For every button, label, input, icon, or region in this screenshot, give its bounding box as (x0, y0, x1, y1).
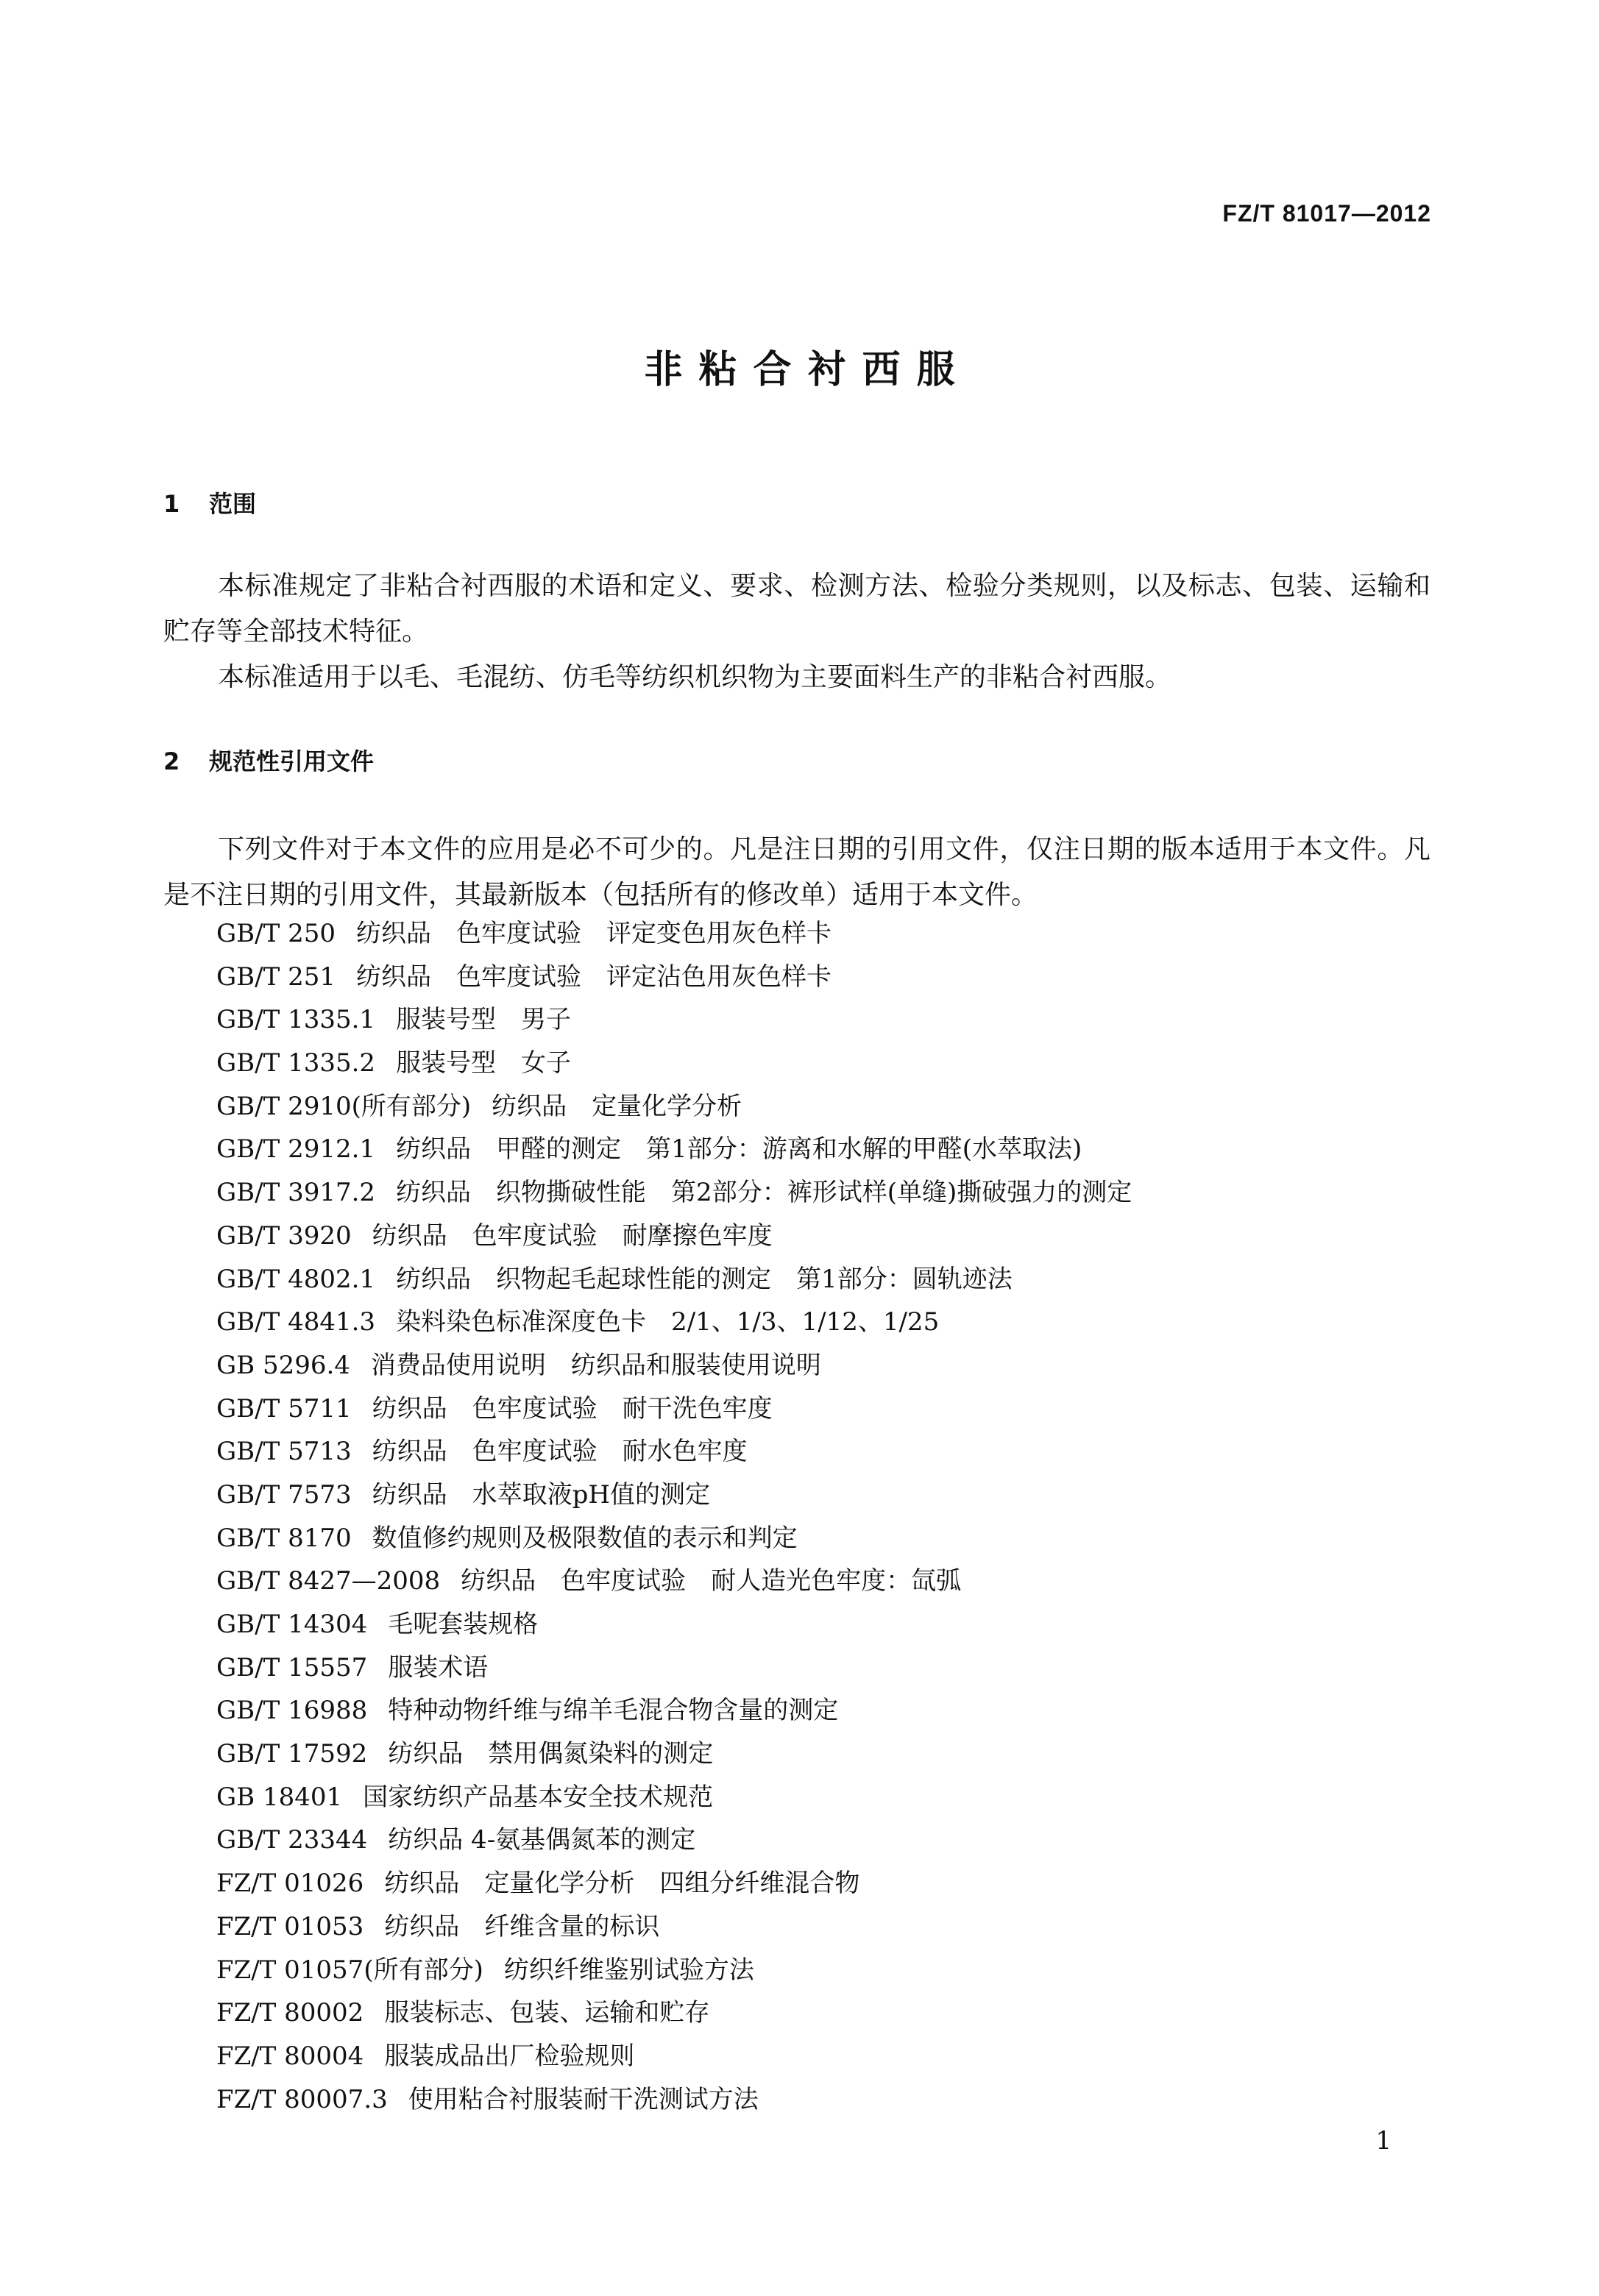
reference-item (216, 1128, 1132, 1171)
reference-item (216, 2078, 1132, 2122)
reference-title: 使用粘合衬服装耐干洗测试方法 (408, 2084, 759, 2114)
reference-code: GB/T 250 (216, 919, 336, 948)
reference-code: GB 5296.4 (216, 1350, 350, 1380)
reference-item (216, 1517, 1132, 1560)
section-1-body (163, 564, 1430, 700)
section-1-number: 1 (163, 490, 180, 518)
reference-title: 数值修约规则及极限数值的表示和判定 (372, 1523, 798, 1553)
reference-title: 纺织品 4-氨基偶氮苯的测定 (388, 1825, 696, 1855)
reference-item (216, 912, 1132, 956)
reference-title: 纺织品 定量化学分析 四组分纤维混合物 (384, 1869, 860, 1899)
reference-item (216, 1689, 1132, 1732)
reference-title: 纺织品 织物撕破性能 第2部分：裤形试样(单缝)撕破强力的测定 (396, 1178, 1132, 1208)
reference-code: GB/T 8170 (216, 1523, 352, 1553)
reference-title: 纺织品 禁用偶氮染料的测定 (388, 1739, 714, 1769)
reference-title: 纺织品 色牢度试验 耐人造光色牢度：氙弧 (461, 1566, 962, 1596)
reference-code: GB/T 4802.1 (216, 1264, 376, 1294)
reference-title: 纺织品 甲醛的测定 第1部分：游离和水解的甲醛(水萃取法) (396, 1134, 1082, 1165)
reference-title: 纺织品 水萃取液pH值的测定 (372, 1479, 711, 1510)
reference-code: FZ/T 80007.3 (216, 2084, 388, 2114)
section-2-heading (163, 743, 374, 777)
reference-title: 纺织品 色牢度试验 耐摩擦色牢度 (372, 1220, 773, 1251)
reference-title: 服装成品出厂检验规则 (384, 2041, 635, 2071)
reference-item (216, 1646, 1132, 1690)
reference-code: FZ/T 80004 (216, 2041, 364, 2071)
reference-code: GB/T 1335.1 (216, 1005, 376, 1035)
reference-item (216, 2035, 1132, 2078)
reference-title: 纺织品 色牢度试验 耐干洗色牢度 (372, 1393, 773, 1424)
reference-item (216, 1732, 1132, 1776)
reference-item (216, 1387, 1132, 1431)
reference-item (216, 1344, 1132, 1387)
section-1-title: 范围 (209, 490, 257, 518)
reference-item (216, 1603, 1132, 1646)
section-1-paragraph-2: 本标准适用于以毛、毛混纺、仿毛等纺织机织物为主要面料生产的非粘合衬西服。 (218, 662, 1172, 692)
reference-item (216, 1474, 1132, 1517)
reference-code: GB/T 23344 (216, 1825, 368, 1855)
reference-code: GB/T 17592 (216, 1739, 368, 1769)
reference-code: GB/T 251 (216, 962, 336, 992)
section-2-intro-text: 下列文件对于本文件的应用是必不可少的。凡是注日期的引用文件，仅注日期的版本适用于本文件。凡是不注日期的引用文件，其最新版本（包括所有的修改单）适用于本文件。 (163, 834, 1430, 910)
reference-item (216, 1085, 1132, 1129)
reference-title: 纺织品 织物起毛起球性能的测定 第1部分：圆轨迹法 (396, 1264, 1013, 1294)
reference-code: FZ/T 01057(所有部分) (216, 1955, 483, 1985)
reference-item (216, 1819, 1132, 1862)
reference-item (216, 1301, 1132, 1344)
reference-title: 服装号型 男子 (396, 1005, 572, 1035)
section-1-paragraph-1: 本标准规定了非粘合衬西服的术语和定义、要求、检测方法、检验分类规则，以及标志、包装、运输和贮存等全部技术特征。 (163, 571, 1430, 647)
reference-code: FZ/T 01026 (216, 1869, 364, 1899)
reference-code: GB/T 8427—2008 (216, 1566, 441, 1596)
reference-title: 纺织品 色牢度试验 评定变色用灰色样卡 (355, 919, 832, 948)
reference-item (216, 1215, 1132, 1258)
reference-title: 特种动物纤维与绵羊毛混合物含量的测定 (388, 1696, 839, 1726)
reference-title: 纺织品 色牢度试验 耐水色牢度 (372, 1437, 748, 1467)
reference-code: GB/T 1335.2 (216, 1048, 376, 1078)
reference-item (216, 998, 1132, 1042)
reference-title: 纺织品 定量化学分析 (492, 1091, 742, 1121)
reference-list (216, 912, 1132, 2121)
reference-item (216, 1905, 1132, 1949)
section-2-title: 规范性引用文件 (209, 747, 375, 775)
reference-code: GB/T 15557 (216, 1652, 368, 1682)
reference-item (216, 1042, 1132, 1085)
reference-item (216, 956, 1132, 999)
reference-code: GB/T 4841.3 (216, 1307, 376, 1337)
reference-item (216, 1171, 1132, 1215)
reference-code: GB/T 3920 (216, 1220, 352, 1251)
reference-item (216, 1258, 1132, 1301)
reference-code: GB 18401 (216, 1782, 343, 1812)
reference-code: FZ/T 80002 (216, 1998, 364, 2028)
reference-title: 染料染色标准深度色卡 2/1、1/3、1/12、1/25 (396, 1307, 940, 1337)
reference-code: GB/T 3917.2 (216, 1178, 376, 1208)
reference-code: GB/T 14304 (216, 1610, 368, 1639)
reference-item (216, 1949, 1132, 1992)
reference-title: 纺织品 色牢度试验 评定沾色用灰色样卡 (355, 962, 832, 992)
reference-title: 服装标志、包装、运输和贮存 (384, 1998, 710, 2028)
reference-title: 纺织品 纤维含量的标识 (384, 1911, 660, 1941)
reference-code: FZ/T 01053 (216, 1911, 364, 1941)
reference-code: GB/T 2910(所有部分) (216, 1091, 472, 1121)
reference-title: 服装术语 (388, 1652, 489, 1682)
page-number: 1 (1375, 2126, 1391, 2155)
reference-title: 毛呢套装规格 (388, 1610, 539, 1639)
reference-item (216, 1991, 1132, 2035)
reference-title: 纺织纤维鉴别试验方法 (503, 1955, 754, 1985)
standard-code: FZ/T 81017—2012 (1222, 200, 1431, 227)
reference-item (216, 1862, 1132, 1905)
reference-title: 消费品使用说明 纺织品和服装使用说明 (370, 1350, 821, 1380)
reference-title: 国家纺织产品基本安全技术规范 (363, 1782, 714, 1812)
document-title: 非粘合衬西服 (644, 348, 971, 392)
reference-code: GB/T 2912.1 (216, 1134, 376, 1165)
reference-code: GB/T 16988 (216, 1696, 368, 1726)
section-1-heading (163, 486, 256, 519)
reference-code: GB/T 5711 (216, 1393, 352, 1424)
reference-item (216, 1560, 1132, 1603)
reference-code: GB/T 7573 (216, 1479, 352, 1510)
section-2-intro (163, 827, 1430, 918)
section-2-number: 2 (163, 747, 180, 775)
reference-item (216, 1430, 1132, 1474)
reference-code: GB/T 5713 (216, 1437, 352, 1467)
reference-title: 服装号型 女子 (396, 1048, 572, 1078)
reference-item (216, 1776, 1132, 1819)
